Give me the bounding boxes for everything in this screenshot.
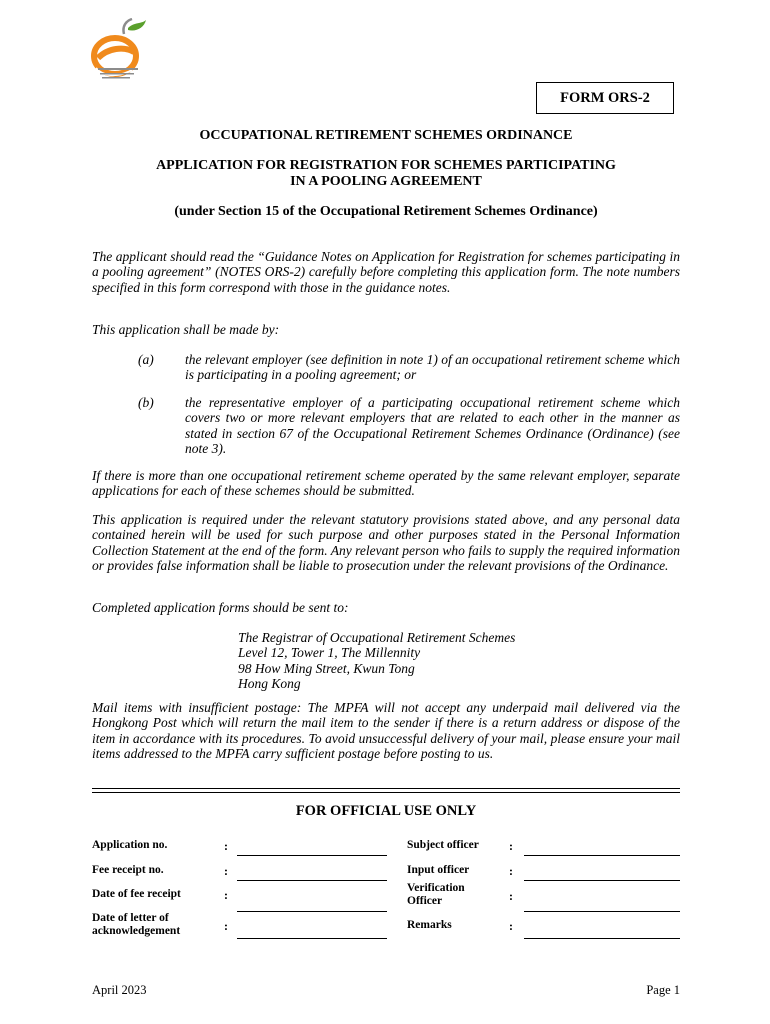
list-item-b: the representative employer of a participating occupational retirement scheme which covers two or more relevant employers that are related to each other in the manner as stated in section 67 of the Occupational Retirement Schemes Ordinance (Ordinance) (see note 3).: [185, 395, 680, 456]
postage-paragraph: Mail items with insufficient postage: The MPFA will not accept any underpaid mail delivered via the Hongkong Post which will return the mail item to the sender if there is a return address or dispose of the item in accordance with its procedures. To avoid unsuccessful delivery of your mail, please ensure your mail items addressed to the MPFA carry sufficient postage before posting to us.: [92, 700, 680, 761]
list-marker-b: (b): [138, 395, 154, 410]
colon: :: [509, 919, 513, 933]
remarks-field[interactable]: [524, 938, 680, 939]
registrar-address: [238, 630, 515, 691]
application-no-label: Application no.: [92, 839, 168, 851]
footer-date: April 2023: [92, 983, 147, 997]
verification-officer-field[interactable]: [524, 911, 680, 912]
colon: :: [509, 864, 513, 878]
remarks-label: Remarks: [407, 919, 452, 931]
application-title-line2: IN A POOLING AGREEMENT: [290, 173, 482, 189]
fee-receipt-no-label: Fee receipt no.: [92, 864, 164, 876]
subject-officer-field[interactable]: [524, 855, 680, 856]
made-by-text: This application shall be made by:: [92, 322, 280, 337]
application-title-line1: APPLICATION FOR REGISTRATION FOR SCHEMES PARTICIPATING: [156, 158, 616, 173]
date-fee-receipt-label: Date of fee receipt: [92, 888, 181, 900]
footer-page-number: Page 1: [646, 983, 680, 997]
address-line: Hong Kong: [238, 675, 301, 691]
address-line: 98 How Ming Street, Kwun Tong: [238, 660, 415, 676]
date-acknowledgement-field[interactable]: [237, 938, 387, 939]
statutory-paragraph: This application is required under the relevant statutory provisions stated above, and any personal data contained herein will be used for such purpose and other purposes stated in the Personal Information Collection Statement at the end of the form. Any relevant person who fails to supply the required information or provides false information shall be liable to prosecution under the relevant provisions of the Ordinance.: [92, 512, 680, 573]
multiple-schemes-paragraph: If there is more than one occupational retirement scheme operated by the same relevant employer, separate applications for each of these schemes should be submitted.: [92, 468, 680, 499]
subject-officer-label: Subject officer: [407, 839, 479, 851]
date-acknowledgement-label: Date of letter of acknowledgement: [92, 912, 181, 937]
official-use-title: FOR OFFICIAL USE ONLY: [295, 803, 477, 819]
divider-bottom: [92, 792, 680, 793]
application-no-field[interactable]: [237, 855, 387, 856]
input-officer-field[interactable]: [524, 880, 680, 881]
intro-paragraph: The applicant should read the “Guidance Notes on Application for Registration for schemes participating in a pooling agreement” (NOTES ORS-2) carefully before completing this application form. The note numbers specified in this form correspond with those in the guidance notes.: [92, 249, 680, 295]
colon: :: [224, 888, 228, 902]
divider-top: [92, 788, 680, 789]
mpfa-logo: [88, 18, 150, 82]
send-to-text: Completed application forms should be sent to:: [92, 600, 349, 615]
form-code-box: FORM ORS-2: [536, 82, 674, 114]
application-title: [60, 158, 712, 189]
input-officer-label: Input officer: [407, 864, 470, 876]
list-marker-a: (a): [138, 352, 154, 367]
address-line: The Registrar of Occupational Retirement Schemes: [238, 630, 516, 645]
fee-receipt-no-field[interactable]: [237, 880, 387, 881]
colon: :: [224, 919, 228, 933]
colon: :: [224, 839, 228, 853]
section-reference: (under Section 15 of the Occupational Retirement Schemes Ordinance): [174, 204, 598, 219]
address-line: Level 12, Tower 1, The Millennity: [238, 645, 421, 661]
colon: :: [509, 839, 513, 853]
date-fee-receipt-field[interactable]: [237, 911, 387, 912]
colon: :: [224, 864, 228, 878]
ordinance-title: OCCUPATIONAL RETIREMENT SCHEMES ORDINANCE: [199, 128, 573, 143]
colon: :: [509, 889, 513, 903]
verification-officer-label: Verification Officer: [407, 882, 465, 907]
list-item-a: the relevant employer (see definition in note 1) of an occupational retirement scheme which is participating in a pooling agreement; or: [185, 352, 680, 383]
